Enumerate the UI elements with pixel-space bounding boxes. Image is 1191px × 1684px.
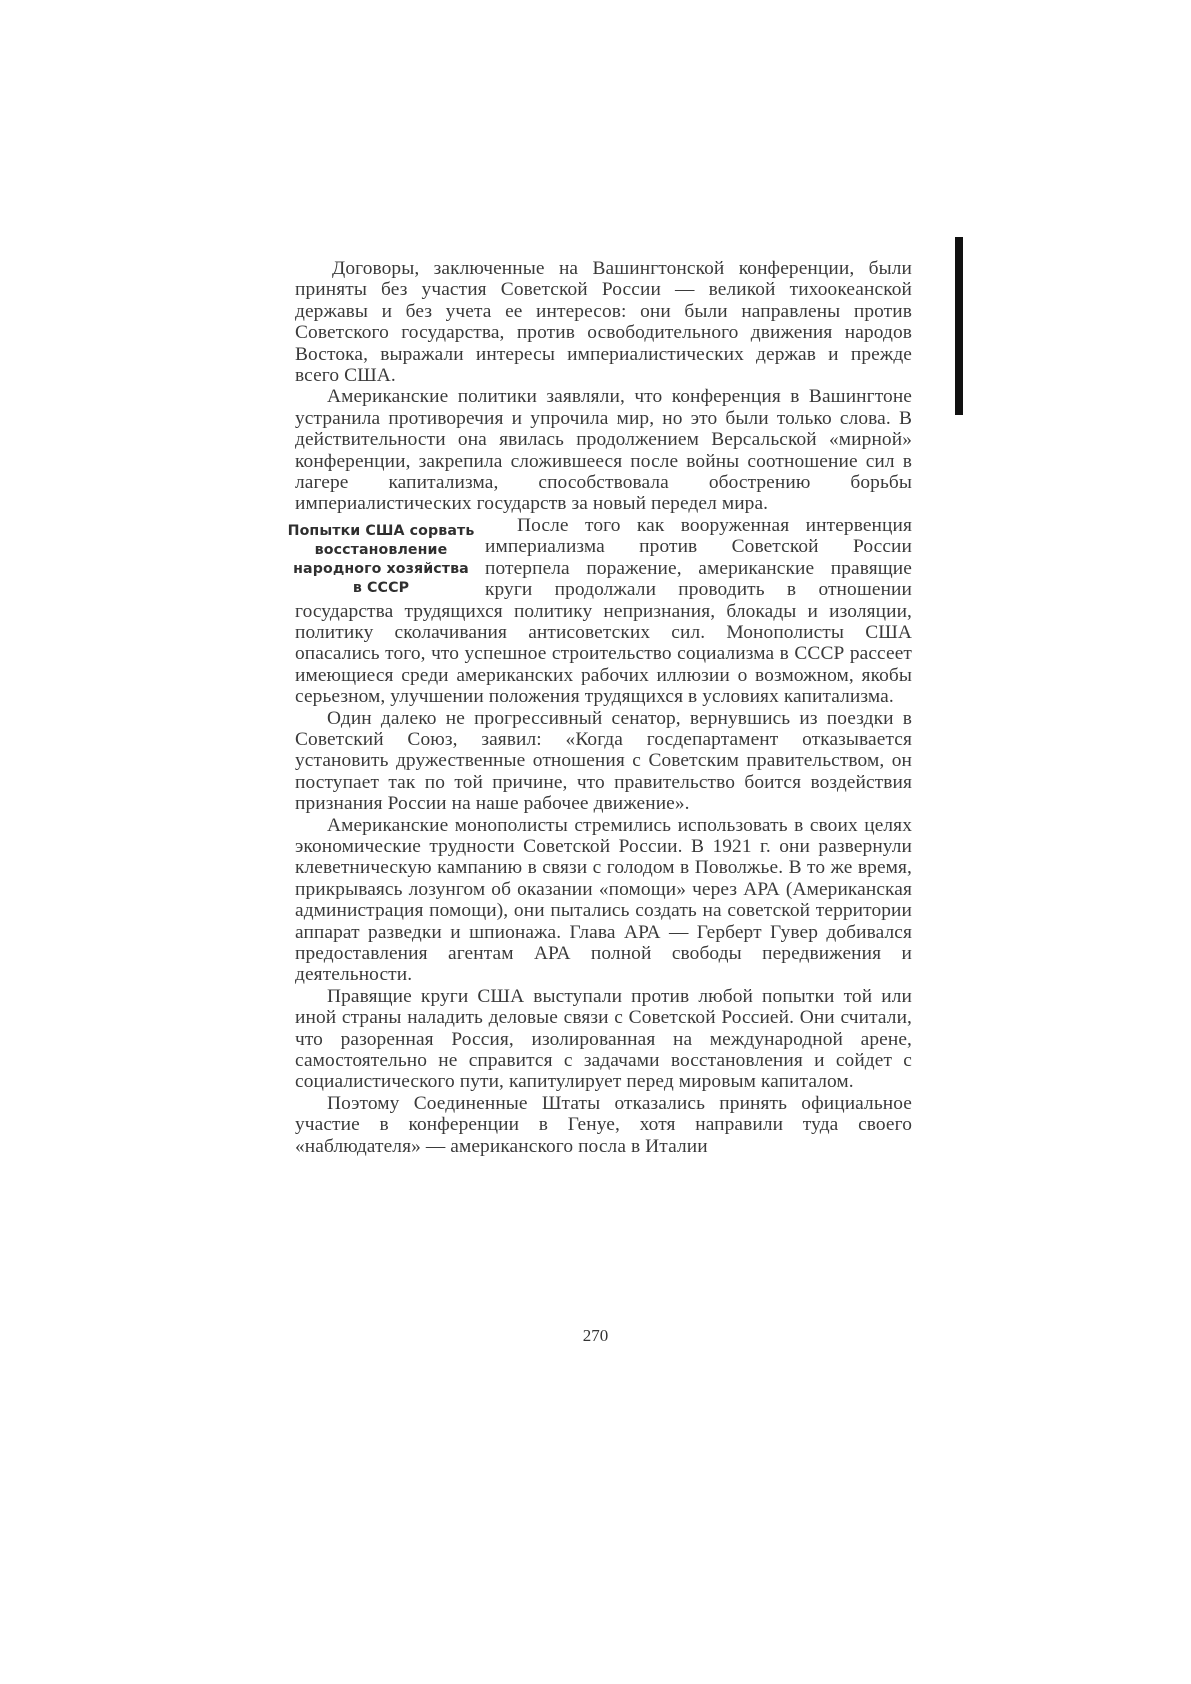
paragraph-treaties: Договоры, заключенные на Вашингтонской конференции, были приняты без участия Советской России — великой тихоокеанской державы и без учета ее интересов: они были направлены против Советского государства, против освободительного движения народов Востока, выражали интересы империалистических держав и прежде всего США. <box>295 258 912 387</box>
paragraph-monopolists: Американские монополисты стремились использовать в своих целях экономические трудности Советской России. В 1921 г. они развернули клеветническую кампанию в связи с голодом в Поволжье. В то же время, прикрываясь лозунгом об оказании «помощи» через АРА (Американская администрация помощи), они пытались создать на советской территории аппарат разведки и шпионажа. Глава АРА — Герберт Гувер добивался предоставления агентам АРА полной свободы передвижения и деятельности. <box>295 814 912 986</box>
paragraph-senator: Один далеко не прогрессивный сенатор, вернувшись из поездки в Советский Союз, заявил: «Когда госдепартамент отказывается установить дружественные отношения с Советским правительством, он поступает так по той причине, что правительство боится воздействия признания России на наше рабочее движение». <box>295 707 912 815</box>
margin-bar <box>955 237 963 415</box>
paragraph-politicians: Американские политики заявляли, что конференция в Вашингтоне устранила противоречия и упрочила мир, но это были только слова. В действительности она явилась продолжением Версальской «мирной» конференции, закрепила сложившееся после войны соотношение сил в лагере капитализма, способствовала обострению борьбы империалистических государств за новый передел мира. <box>295 386 912 515</box>
main-text <box>287 258 912 1157</box>
paragraph-ruling-circles: Правящие круги США выступали против любой попытки той или иной страны наладить деловые связи с Советской Россией. Они считали, что разоренная Россия, изолированная на международной арене, самостоятельно не справится с задачами восстановления и сойдет с социалистического пути, капитулирует перед мировым капиталом. <box>295 985 912 1093</box>
paragraph-genoa: Поэтому Соединенные Штаты отказались принять официальное участие в конференции в Генуе, хотя направили туда своего «наблюдателя» — американского посла в Италии <box>295 1092 912 1157</box>
section-sidehead: Попытки США сорвать восстановление народного хозяйства в СССР <box>287 522 475 596</box>
page-number: 270 <box>582 1326 609 1345</box>
paragraph-section-start: После того как вооруженная интервенция империализма против Советской России потерпела поражение, американские правящие круги продолжали проводить в отношении государства трудящихся политику непризнания, блокады и изоляции, политику сколачивания антисоветских сил. Монополисты США опасались того, что успешное строительство социализма в СССР рассеет имеющиеся среди американских рабочих иллюзии о возможном, якобы серьезном, улучшении положения трудящихся в условиях капитализма. <box>295 514 912 708</box>
